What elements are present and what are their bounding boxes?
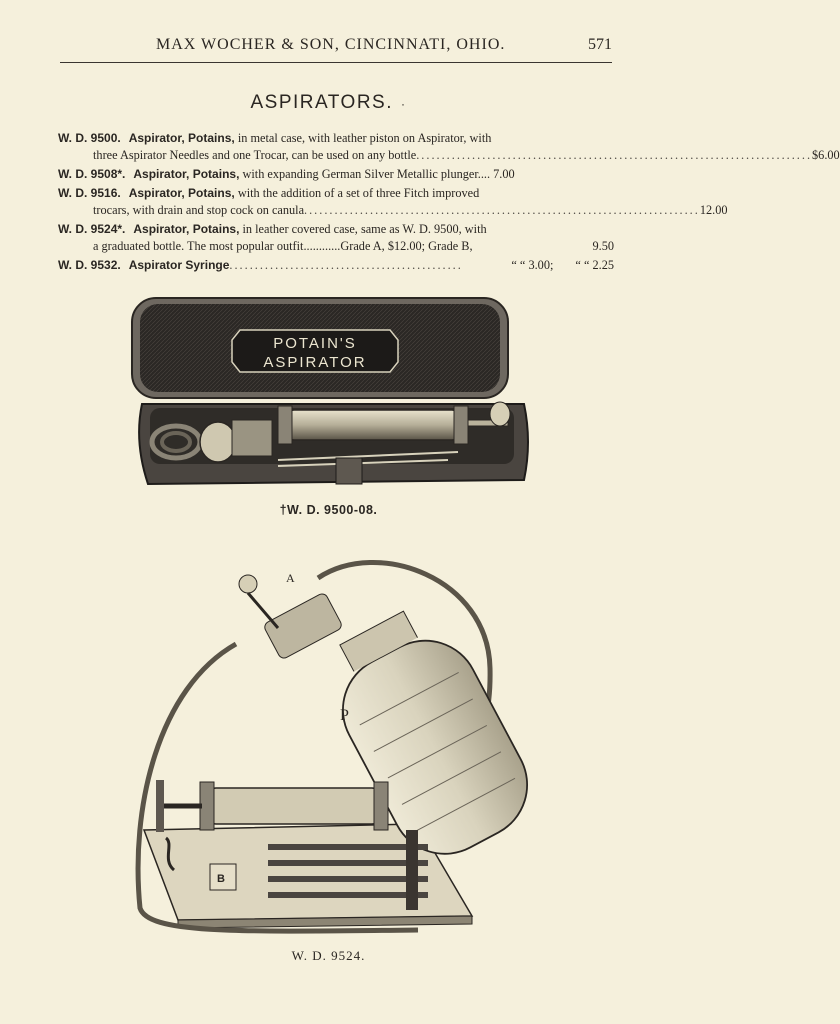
stopcock-body — [200, 422, 236, 462]
item-name: Aspirator, Potains, — [133, 167, 240, 181]
stopcock-key — [239, 575, 257, 593]
marker-p: P — [340, 707, 349, 724]
item-description-cont: trocars, with drain and stop cock on canula — [93, 203, 305, 217]
marker-a: A — [286, 571, 295, 585]
item-code: W. D. 9532. — [58, 258, 121, 272]
list-item — [58, 130, 840, 164]
spacer — [473, 238, 593, 255]
item-price: 7.00 — [493, 167, 515, 181]
item-description-cont: three Aspirator Needles and one Trocar, can be used on any bottle — [93, 148, 417, 162]
list-item — [58, 221, 614, 255]
item-name: Aspirator, Potains, — [128, 186, 235, 200]
running-title: MAX WOCHER & SON, CINCINNATI, OHIO. — [156, 36, 506, 53]
case-label-line1: POTAIN'S — [273, 335, 357, 352]
list-item — [58, 257, 614, 274]
case-label-line2: ASPIRATOR — [263, 354, 367, 371]
syringe-cylinder — [288, 410, 458, 440]
figure-caption: W. D. 9524. — [291, 948, 366, 963]
section-title-text: ASPIRATORS. — [250, 92, 393, 113]
item-code: W. D. 9524*. — [58, 222, 126, 236]
price-list — [58, 130, 840, 276]
item-name: Aspirator, Potains, — [133, 222, 240, 236]
item-description-cont: a graduated bottle. The most popular outfit............Grade A, $12.00; Grade B, — [93, 239, 473, 253]
list-item — [58, 166, 614, 183]
item-price: $6.00 — [812, 148, 840, 162]
item-description: with the addition of a set of three Fitch improved — [237, 186, 480, 200]
figure-caption: †W. D. 9500-08. — [279, 503, 378, 517]
item-price: 12.00 — [699, 203, 728, 217]
item-description: in metal case, with leather piston on Aspirator, with — [237, 131, 492, 145]
leader-dots: .............................................................................. — [416, 148, 813, 162]
item-code: W. D. 9508*. — [58, 167, 126, 181]
title-dot: · — [401, 97, 407, 111]
item-code: W. D. 9500. — [58, 131, 121, 145]
leader-dots: .............................................. — [229, 258, 463, 272]
aspirator-case-illustration — [128, 292, 532, 492]
item-price-grade-a: “ “ 3.00; — [511, 258, 554, 272]
item-name: Aspirator, Potains, — [128, 131, 235, 145]
item-code: W. D. 9516. — [58, 186, 121, 200]
case-strap — [336, 458, 362, 484]
pump-handle — [156, 780, 164, 832]
leader-dots: .............................................................................. — [304, 203, 700, 217]
running-header — [60, 34, 612, 63]
section-title — [0, 92, 657, 114]
graduated-bottle-aspirator-illustration — [118, 548, 558, 940]
item-description: with expanding German Silver Metallic plunger.... — [242, 167, 491, 181]
item-price-grade-b: “ “ 2.25 — [575, 258, 614, 272]
marker-b: B — [217, 873, 225, 885]
pump-cylinder — [210, 788, 378, 824]
plunger-knob — [490, 402, 510, 426]
page-number: 571 — [588, 36, 612, 53]
item-price: 9.50 — [592, 239, 614, 253]
item-description: in leather covered case, same as W. D. 9500, with — [242, 222, 487, 236]
item-name: Aspirator Syringe — [128, 258, 230, 272]
list-item — [58, 185, 728, 219]
